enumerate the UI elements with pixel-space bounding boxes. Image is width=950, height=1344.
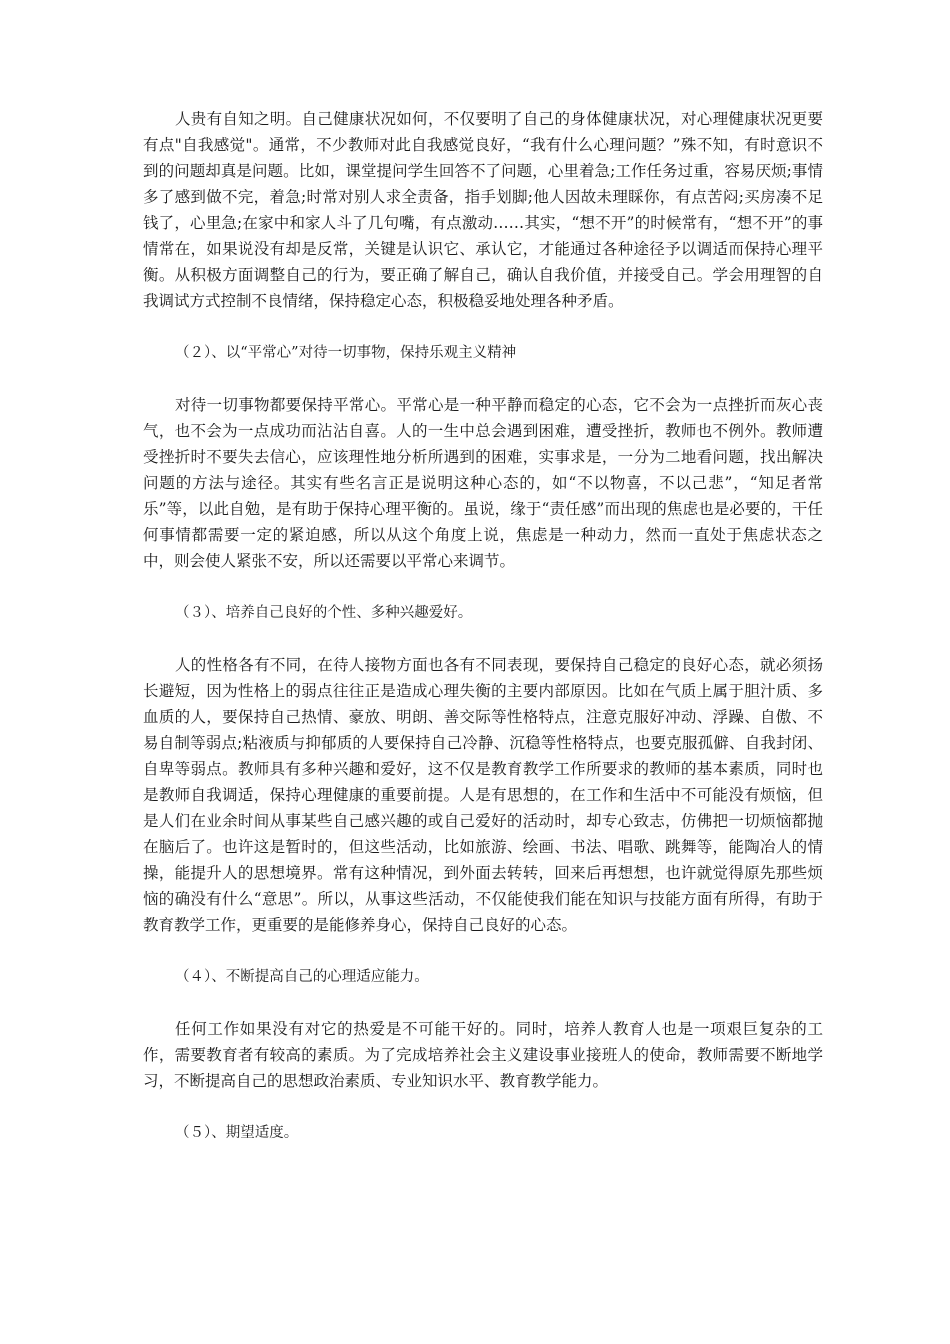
paragraph-personality-interests: 人的性格各有不同，在待人接物方面也各有不同表现，要保持自己稳定的良好心态，就必须扬长避短，因为性格上的弱点往往正是造成心理失衡的主要内部原因。比如在气质上属于胆汁质、多血质的人，要保持自己热情、豪放、明朗、善交际等性格特点，注意克服好冲动、浮躁、自傲、不易自制等弱点;粘液质与抑郁质的人要保持自己冷静、沉稳等性格特点，也要克服孤僻、自我封闭、自卑等弱点。教师具有多种兴趣和爱好，这不仅是教育教学工作所要求的教师的基本素质，同时也是教师自我调适，保持心理健康的重要前提。人是有思想的，在工作和生活中不可能没有烦恼，但是人们在业余时间从事某些自己感兴趣的或自己爱好的活动时，却专心致志，仿佛把一切烦恼都抛在脑后了。也许这是暂时的，但这些活动，比如旅游、绘画、书法、唱歌、跳舞等，能陶冶人的情操，能提升人的思想境界。常有这种情况，到外面去转转，回来后再想想，也许就觉得原先那些烦恼的确没有什么“意思”。所以，从事这些活动，不仅能使我们能在知识与技能方面有所得，有助于教育教学工作，更重要的是能修养身心，保持自己良好的心态。 [143,656,823,934]
section-heading-3: （３）、培养自己良好的个性、多种兴趣爱好。 [175,605,473,621]
document-body [143,106,823,1172]
section-heading-2: （２）、以“平常心”对待一切事物，保持乐观主义精神 [175,345,517,361]
section-heading-5: （５）、期望适度。 [175,1125,299,1141]
paragraph-self-awareness: 人贵有自知之明。自己健康状况如何，不仅要明了自己的身体健康状况，对心理健康状况更要有点"自我感觉"。通常，不少教师对此自我感觉良好，“我有什么心理问题？”殊不知，有时意识不到的问题却真是问题。比如，课堂提问学生回答不了问题，心里着急;工作任务过重，容易厌烦;事情多了感到做不完，着急;时常对别人求全责备，指手划脚;他人因故未理睬你，有点苦闷;买房凑不足钱了，心里急;在家中和家人斗了几句嘴，有点激动……其实，“想不开”的时候常有，“想不开”的事情常在，如果说没有却是反常，关键是认识它、承认它，才能通过各种途径予以调适而保持心理平衡。从积极方面调整自己的行为，要正确了解自己，确认自我价值，并接受自己。学会用理智的自我调试方式控制不良情绪，保持稳定心态，积极稳妥地处理各种矛盾。 [143,110,823,310]
section-heading-4: （４）、不断提高自己的心理适应能力。 [175,969,429,985]
paragraph-adaptability: 任何工作如果没有对它的热爱是不可能干好的。同时，培养人教育人也是一项艰巨复杂的工作，需要教育者有较高的素质。为了完成培养社会主义建设事业接班人的使命，教师需要不断地学习，不断提高自己的思想政治素质、专业知识水平、教育教学能力。 [143,1020,823,1090]
paragraph-ordinary-mind: 对待一切事物都要保持平常心。平常心是一种平静而稳定的心态，它不会为一点挫折而灰心丧气，也不会为一点成功而沾沾自喜。人的一生中总会遇到困难，遭受挫折，教师也不例外。教师遭受挫折时不要失去信心，应该理性地分析所遇到的困难，实事求是，一分为二地看问题，找出解决问题的方法与途径。其实有些名言正是说明这种心态的，如“不以物喜，不以己悲”，“知足者常乐”等，以此自勉，是有助于保持心理平衡的。虽说，缘于“责任感”而出现的焦虑也是必要的，干任何事情都需要一定的紧迫感，所以从这个角度上说，焦虑是一种动力，然而一直处于焦虑状态之中，则会使人紧张不安，所以还需要以平常心来调节。 [143,396,823,570]
